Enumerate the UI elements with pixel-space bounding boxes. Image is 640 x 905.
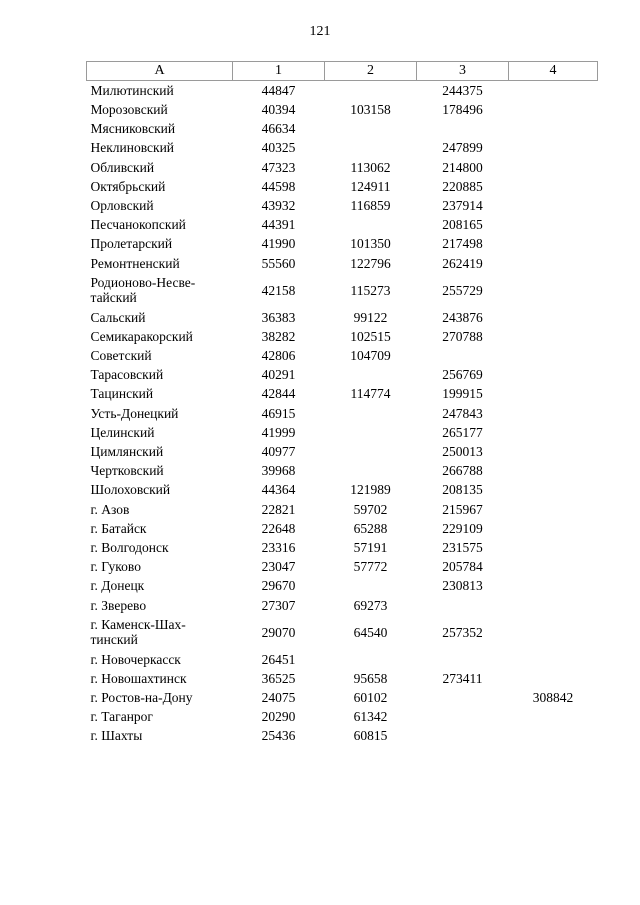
col2-cell (325, 577, 417, 596)
col1-cell: 44391 (261, 217, 296, 233)
col4-cell (509, 423, 598, 442)
col4-cell (509, 100, 598, 119)
col1-cell: 46634 (261, 121, 296, 137)
col3-cell (417, 346, 509, 365)
col3-cell: 231575 (442, 539, 483, 555)
col3-cell: 217498 (442, 236, 483, 252)
row-name-cell: Песчанокопский (90, 217, 186, 233)
col3-cell: 255729 (442, 282, 483, 298)
table-row (87, 235, 598, 254)
col2-cell (325, 119, 417, 138)
col4-cell: 308842 (532, 690, 574, 706)
col1-cell: 40325 (261, 140, 296, 156)
col3-cell: 208135 (442, 482, 483, 498)
col2-cell: 113062 (350, 159, 391, 175)
row-name-cell: Цимлянский (90, 444, 164, 460)
col4-cell (509, 81, 598, 101)
col2-cell: 104709 (350, 348, 391, 364)
col1-cell: 36383 (261, 309, 296, 325)
col3-cell: 270788 (442, 328, 483, 344)
col3-cell: 237914 (442, 197, 483, 213)
col1-cell: 29070 (261, 624, 296, 640)
col3-cell: 220885 (442, 178, 483, 194)
col4-cell (509, 273, 598, 308)
col2-cell: 95658 (353, 670, 388, 686)
col3-cell: 247843 (442, 405, 483, 421)
row-name-cell: г. Батайск (90, 520, 147, 536)
col4-cell (509, 727, 598, 746)
col4-cell (509, 119, 598, 138)
table-row (87, 577, 598, 596)
row-name-cell: г. Новочеркасск (90, 651, 181, 667)
table-row (87, 254, 598, 273)
row-name-cell: Орловский (90, 197, 154, 213)
table-row (87, 158, 598, 177)
col4-cell (509, 442, 598, 461)
col3-cell: 273411 (442, 670, 483, 686)
table-row (87, 346, 598, 365)
col3-cell: 205784 (442, 559, 483, 575)
table-row (87, 365, 598, 384)
table-row (87, 215, 598, 234)
col3-cell: 262419 (442, 255, 483, 271)
col1-cell: 25436 (261, 728, 296, 744)
col1-cell: 20290 (261, 709, 296, 725)
row-name-cell: Сальский (90, 309, 146, 325)
col4-cell (509, 557, 598, 576)
table-row (87, 519, 598, 538)
header-cell-2: 2 (325, 62, 417, 81)
col2-cell: 122796 (350, 255, 391, 271)
header-cell-a: А (87, 62, 233, 81)
col4-cell (509, 650, 598, 669)
row-name-cell: Пролетарский (90, 236, 173, 252)
row-name-cell: г. Ростов-на-Дону (90, 690, 193, 706)
table-row (87, 727, 598, 746)
row-name-cell: г. Азов (90, 501, 130, 517)
header-row (87, 62, 598, 81)
table-row (87, 196, 598, 215)
col4-cell (509, 346, 598, 365)
col1-cell: 40291 (261, 367, 296, 383)
col1-cell: 41990 (261, 236, 296, 252)
col2-cell: 61342 (353, 709, 388, 725)
col3-cell: 257352 (442, 624, 483, 640)
col1-cell: 41999 (261, 424, 296, 440)
col1-cell: 47323 (261, 159, 296, 175)
col3-cell: 266788 (442, 463, 483, 479)
col4-cell (509, 235, 598, 254)
page-number: 121 (309, 24, 331, 39)
col4-cell (509, 196, 598, 215)
col2-cell: 57772 (353, 559, 388, 575)
col4-cell (509, 481, 598, 500)
row-name-cell: Чертковский (90, 463, 164, 479)
col1-cell: 42806 (261, 348, 296, 364)
row-name-cell: Семикаракорский (90, 328, 193, 344)
col4-cell (509, 577, 598, 596)
table-row (87, 557, 598, 576)
col3-cell (417, 727, 509, 746)
col1-cell: 36525 (261, 670, 296, 686)
header-cell-4: 4 (509, 62, 598, 81)
col1-cell: 44364 (261, 482, 296, 498)
col4-cell (509, 327, 598, 346)
col2-cell: 99122 (353, 309, 388, 325)
col2-cell (325, 215, 417, 234)
table-row (87, 688, 598, 707)
col2-cell: 101350 (350, 236, 391, 252)
col1-cell: 39968 (261, 463, 296, 479)
col4-cell (509, 158, 598, 177)
row-name-cell: Советский (90, 348, 152, 364)
col1-cell: 43932 (261, 197, 296, 213)
row-name-cell: г. Новошахтинск (90, 670, 187, 686)
col2-cell (325, 442, 417, 461)
row-name-cell: Усть-Донецкий (90, 405, 179, 421)
col4-cell (509, 139, 598, 158)
col1-cell: 46915 (261, 405, 296, 421)
col2-cell: 65288 (353, 520, 388, 536)
row-name-cell: Морозовский (90, 102, 168, 118)
col2-cell: 114774 (350, 386, 391, 402)
col4-cell (509, 707, 598, 726)
col3-cell: 230813 (442, 578, 483, 594)
table-row (87, 669, 598, 688)
col1-cell: 29670 (261, 578, 296, 594)
col2-cell (325, 404, 417, 423)
col3-cell (417, 596, 509, 615)
col2-cell: 60102 (353, 690, 388, 706)
col3-cell: 214800 (442, 159, 483, 175)
col2-cell: 59702 (353, 501, 388, 517)
col4-cell (509, 177, 598, 196)
row-name-cell: Тацинский (90, 386, 154, 402)
col4-cell (509, 461, 598, 480)
col1-cell: 44847 (261, 82, 296, 98)
col4-cell (509, 308, 598, 327)
col2-cell (325, 139, 417, 158)
table-row (87, 481, 598, 500)
table-row (87, 500, 598, 519)
col3-cell (417, 650, 509, 669)
table-row (87, 308, 598, 327)
col4-cell (509, 669, 598, 688)
col2-cell (325, 365, 417, 384)
table-row (87, 404, 598, 423)
table-row (87, 423, 598, 442)
col4-cell (509, 615, 598, 650)
row-name-cell: Целинский (90, 424, 155, 440)
col1-cell: 55560 (261, 255, 296, 271)
table-row (87, 385, 598, 404)
col1-cell: 22648 (261, 520, 296, 536)
table-row (87, 707, 598, 726)
row-name-cell: г. Каменск-Шах-тинский (90, 616, 186, 648)
col1-cell: 27307 (261, 597, 296, 613)
col4-cell (509, 538, 598, 557)
table-row (87, 119, 598, 138)
col1-cell: 22821 (261, 501, 296, 517)
col4-cell (509, 500, 598, 519)
col4-cell (509, 404, 598, 423)
table-row (87, 538, 598, 557)
row-name-cell: Обливский (90, 159, 155, 175)
col2-cell (325, 423, 417, 442)
col3-cell: 247899 (442, 140, 483, 156)
row-name-cell: Ремонтненский (90, 255, 180, 271)
col3-cell: 199915 (442, 386, 483, 402)
col3-cell: 250013 (442, 444, 483, 460)
col3-cell: 215967 (442, 501, 483, 517)
table-row (87, 615, 598, 650)
table-row (87, 327, 598, 346)
col1-cell: 44598 (261, 178, 296, 194)
col2-cell: 57191 (353, 539, 388, 555)
table-row (87, 177, 598, 196)
row-name-cell: г. Донецк (90, 578, 145, 594)
col4-cell (509, 365, 598, 384)
table-row (87, 273, 598, 308)
col1-cell: 40394 (261, 102, 296, 118)
table-row (87, 650, 598, 669)
header-cell-1: 1 (233, 62, 325, 81)
row-name-cell: Мясниковский (90, 121, 176, 137)
col4-cell (509, 254, 598, 273)
row-name-cell: Тарасовский (90, 367, 164, 383)
col2-cell: 116859 (350, 197, 391, 213)
col2-cell: 64540 (353, 624, 388, 640)
col4-cell (509, 596, 598, 615)
col1-cell: 42158 (261, 282, 296, 298)
col1-cell: 38282 (261, 328, 296, 344)
row-name-cell: г. Таганрог (90, 709, 153, 725)
col4-cell (509, 215, 598, 234)
row-name-cell: Неклиновский (90, 140, 175, 156)
col2-cell: 69273 (353, 597, 388, 613)
col1-cell: 42844 (261, 386, 296, 402)
row-name-cell: Родионово-Несве-тайский (90, 274, 196, 306)
col1-cell: 26451 (261, 651, 296, 667)
header-cell-3: 3 (417, 62, 509, 81)
col3-cell (417, 688, 509, 707)
col2-cell: 102515 (350, 328, 391, 344)
table-row (87, 139, 598, 158)
col1-cell: 40977 (261, 444, 296, 460)
table-row (87, 596, 598, 615)
row-name-cell: Шолоховский (90, 482, 171, 498)
data-table (86, 61, 598, 746)
col2-cell: 124911 (350, 178, 391, 194)
table-row (87, 81, 598, 101)
col1-cell: 23316 (261, 539, 296, 555)
row-name-cell: г. Шахты (90, 728, 143, 744)
col2-cell: 103158 (350, 102, 391, 118)
col2-cell (325, 461, 417, 480)
col3-cell: 208165 (442, 217, 483, 233)
table-row (87, 100, 598, 119)
row-name-cell: Октябрьский (90, 178, 166, 194)
table-row (87, 461, 598, 480)
col2-cell: 115273 (350, 282, 391, 298)
row-name-cell: г. Гуково (90, 559, 141, 575)
row-name-cell: г. Зверево (90, 597, 147, 613)
col2-cell (325, 81, 417, 101)
col1-cell: 24075 (261, 690, 296, 706)
col3-cell: 178496 (442, 102, 483, 118)
col3-cell: 229109 (442, 520, 483, 536)
col3-cell: 256769 (442, 367, 483, 383)
col2-cell: 121989 (350, 482, 391, 498)
table-body (87, 81, 598, 746)
col4-cell (509, 519, 598, 538)
col3-cell: 243876 (442, 309, 483, 325)
table-row (87, 442, 598, 461)
col4-cell (509, 385, 598, 404)
row-name-cell: Милютинский (90, 82, 174, 98)
col2-cell: 60815 (353, 728, 388, 744)
col3-cell: 244375 (442, 82, 483, 98)
col3-cell (417, 119, 509, 138)
col2-cell (325, 650, 417, 669)
col3-cell (417, 707, 509, 726)
col1-cell: 23047 (261, 559, 296, 575)
col3-cell: 265177 (442, 424, 483, 440)
row-name-cell: г. Волгодонск (90, 539, 169, 555)
